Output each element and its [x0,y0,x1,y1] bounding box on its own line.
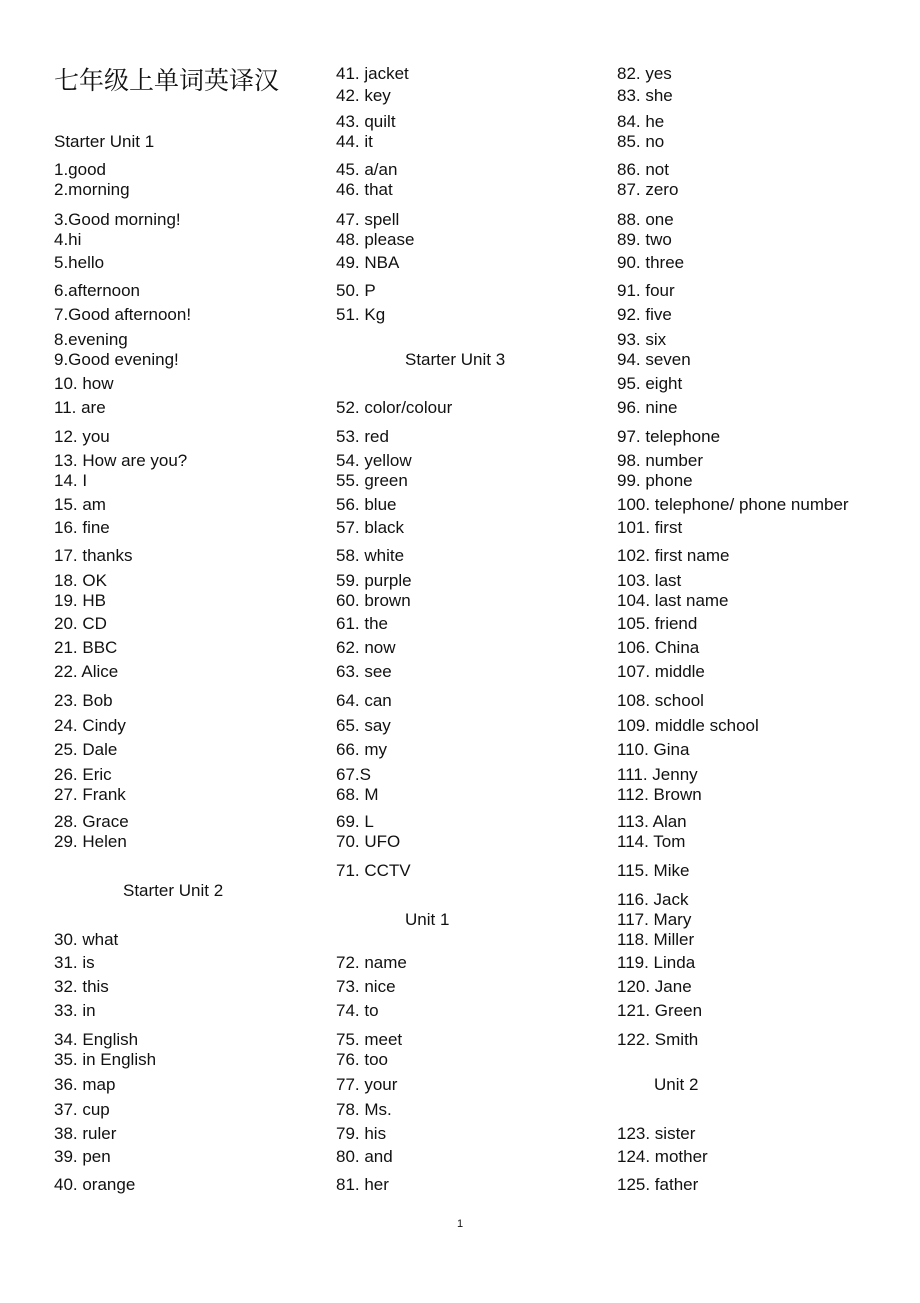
vocab-item: 41. jacket [336,64,409,83]
vocab-item: 37. cup [54,1100,110,1119]
vocab-item: 39. pen [54,1147,111,1166]
vocab-item: 2.morning [54,180,130,199]
vocab-item: 10. how [54,374,114,393]
vocab-item: 56. blue [336,495,397,514]
vocab-item: 75. meet [336,1030,403,1049]
vocab-item: 117. Mary [617,910,692,929]
vocab-item: 77. your [336,1075,398,1094]
vocab-item: 120. Jane [617,977,692,996]
vocab-item: 115. Mike [617,861,690,880]
vocab-item: 49. NBA [336,253,400,272]
vocab-item: 52. color/colour [336,398,453,417]
vocab-item: 28. Grace [54,812,129,831]
vocab-item: 32. this [54,977,109,996]
vocab-item: 15. am [54,495,106,514]
vocab-item: 64. can [336,691,392,710]
vocab-item: 81. her [336,1175,389,1194]
vocab-item: 93. six [617,330,667,349]
vocab-item: 25. Dale [54,740,118,759]
vocab-item: 94. seven [617,350,691,369]
vocab-item: 116. Jack [617,890,689,909]
vocab-item: 23. Bob [54,691,113,710]
vocab-item: 118. Miller [617,930,695,949]
vocab-item: 91. four [617,281,675,300]
vocab-item: 98. number [617,451,703,470]
vocab-item: 16. fine [54,518,110,537]
vocab-item: 80. and [336,1147,393,1166]
vocab-item: 22. Alice [54,662,119,681]
vocab-item: 76. too [336,1050,388,1069]
vocab-item: 27. Frank [54,785,126,804]
vocab-item: 102. first name [617,546,730,565]
column-1 [54,0,324,1303]
page-number: 1 [456,1218,464,1230]
column-3 [617,0,917,1303]
vocab-item: 110. Gina [617,740,690,759]
vocab-item: 59. purple [336,571,412,590]
vocab-item: 34. English [54,1030,139,1049]
vocab-item: 54. yellow [336,451,412,470]
vocab-item: 111. Jenny [617,765,698,784]
vocab-item: 112. Brown [617,785,702,804]
vocab-item: 48. please [336,230,415,249]
vocab-item: 70. UFO [336,832,401,851]
vocab-item: 62. now [336,638,396,657]
vocab-item: 36. map [54,1075,116,1094]
vocab-item: 46. that [336,180,393,199]
vocab-item: 11. are [54,398,106,417]
vocab-item: 72. name [336,953,407,972]
vocab-item: 18. OK [54,571,107,590]
vocab-item: 71. CCTV [336,861,411,880]
vocab-item: 79. his [336,1124,387,1143]
vocab-item: 55. green [336,471,408,490]
vocab-item: 86. not [617,160,669,179]
vocab-item: 3.Good morning! [54,210,181,229]
vocab-item: 30. what [54,930,119,949]
vocab-item: 85. no [617,132,665,151]
vocab-item: 84. he [617,112,665,131]
vocab-item: 61. the [336,614,388,633]
section-heading-unit-1: Unit 1 [405,910,450,929]
vocab-item: 19. HB [54,591,106,610]
vocab-item: 89. two [617,230,672,249]
vocab-item: 68. M [336,785,379,804]
vocab-item: 124. mother [617,1147,708,1166]
vocab-item: 104. last name [617,591,729,610]
vocab-item: 12. you [54,427,110,446]
vocab-item: 90. three [617,253,685,272]
vocab-item: 1.good [54,160,106,179]
vocab-item: 101. first [617,518,683,537]
vocab-item: 38. ruler [54,1124,117,1143]
vocab-item: 123. sister [617,1124,696,1143]
section-heading-starter-unit-2: Starter Unit 2 [123,881,224,900]
vocab-item: 14. I [54,471,88,490]
vocab-item: 95. eight [617,374,683,393]
vocab-item: 74. to [336,1001,379,1020]
vocab-item: 105. friend [617,614,698,633]
vocab-item: 119. Linda [617,953,696,972]
section-heading-starter-unit-3: Starter Unit 3 [405,350,506,369]
vocab-item: 108. school [617,691,704,710]
vocab-item: 21. BBC [54,638,118,657]
vocab-item: 44. it [336,132,373,151]
vocab-item: 103. last [617,571,682,590]
vocab-item: 125. father [617,1175,699,1194]
vocab-item: 50. P [336,281,376,300]
vocab-item: 121. Green [617,1001,703,1020]
page-title: 七年级上单词英译汉 [54,66,280,95]
vocab-item: 6.afternoon [54,281,141,300]
vocab-item: 29. Helen [54,832,127,851]
vocab-item: 53. red [336,427,389,446]
vocab-item: 69. L [336,812,374,831]
vocab-item: 63. see [336,662,392,681]
vocab-item: 51. Kg [336,305,386,324]
vocab-item: 67.S [336,765,371,784]
vocab-item: 99. phone [617,471,693,490]
column-2 [336,0,606,1303]
vocab-item: 65. say [336,716,391,735]
vocab-item: 5.hello [54,253,105,272]
vocab-item: 83. she [617,86,673,105]
vocab-item: 106. China [617,638,700,657]
vocab-item: 35. in English [54,1050,157,1069]
vocab-item: 9.Good evening! [54,350,179,369]
vocab-item: 114. Tom [617,832,686,851]
section-heading-unit-2: Unit 2 [654,1075,699,1094]
vocab-item: 33. in [54,1001,96,1020]
vocab-item: 96. nine [617,398,678,417]
vocab-item: 92. five [617,305,672,324]
vocab-item: 45. a/an [336,160,398,179]
vocab-item: 7.Good afternoon! [54,305,192,324]
vocab-item: 58. white [336,546,405,565]
vocab-item: 66. my [336,740,388,759]
vocab-item: 122. Smith [617,1030,699,1049]
vocab-item: 78. Ms. [336,1100,392,1119]
vocab-item: 87. zero [617,180,679,199]
vocab-item: 73. nice [336,977,396,996]
vocab-item: 47. spell [336,210,400,229]
vocab-item: 17. thanks [54,546,133,565]
vocab-item: 100. telephone/ phone number [617,495,849,514]
vocab-item: 43. quilt [336,112,396,131]
vocab-item: 42. key [336,86,391,105]
vocab-item: 31. is [54,953,95,972]
vocab-item: 60. brown [336,591,411,610]
vocab-item: 97. telephone [617,427,721,446]
vocab-item: 57. black [336,518,405,537]
vocab-item: 113. Alan [617,812,687,831]
vocab-item: 13. How are you? [54,451,188,470]
vocab-item: 88. one [617,210,674,229]
vocab-item: 4.hi [54,230,82,249]
section-heading-starter-unit-1: Starter Unit 1 [54,132,155,151]
vocab-item: 26. Eric [54,765,112,784]
vocab-item: 109. middle school [617,716,759,735]
vocab-item: 82. yes [617,64,672,83]
vocab-item: 107. middle [617,662,705,681]
vocab-item: 8.evening [54,330,128,349]
vocab-item: 20. CD [54,614,107,633]
vocab-item: 24. Cindy [54,716,126,735]
vocab-item: 40. orange [54,1175,136,1194]
